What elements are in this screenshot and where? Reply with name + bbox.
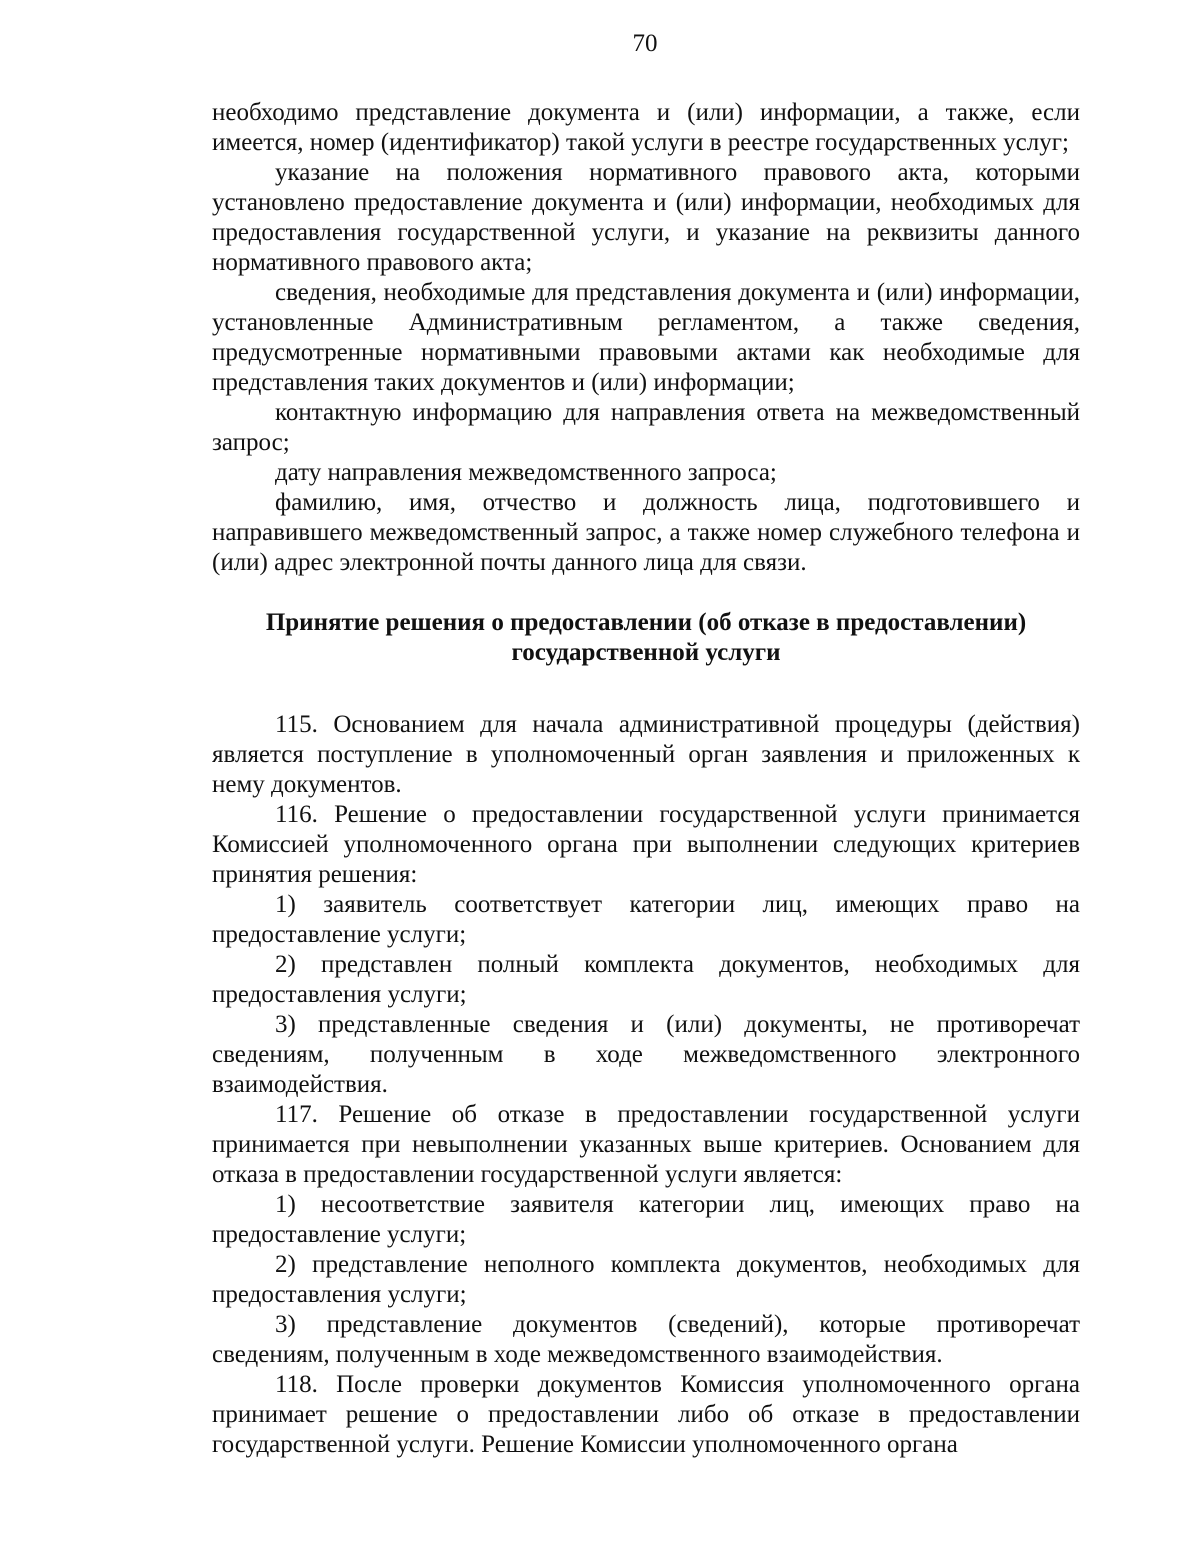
paragraph: дату направления межведомственного запроса; [275, 459, 777, 486]
list-item: 1) несоответствие заявителя категории лиц, имеющих право на предоставление услуги; [212, 1191, 1080, 1248]
spacer [212, 668, 1080, 710]
clause-118: 118. После проверки документов Комиссия уполномоченного органа принимает решение о предоставлении либо об отказе в предоставлении государственной услуги. Решение Комиссии уполномоченного органа [212, 1371, 1080, 1458]
page-number: 70 [632, 30, 658, 57]
paragraph: указание на положения нормативного правового акта, которыми установлено предоставление документа и (или) информации, необходимых для предоставления государственной услуги, и указание на реквизиты данного нормативного правового акта; [212, 159, 1080, 276]
clause-115: 115. Основанием для начала административной процедуры (действия) является поступление в уполномоченный орган заявления и приложенных к нему документов. [212, 711, 1080, 798]
clause-117: 117. Решение об отказе в предоставлении государственной услуги принимается при невыполнении указанных выше критериев. Основанием для отказа в предоставлении государственной услуги является: [212, 1101, 1080, 1188]
paragraph: фамилию, имя, отчество и должность лица, подготовившего и направившего межведомственный запрос, а также номер служебного телефона и (или) адрес электронной почты данного лица для связи. [212, 489, 1080, 576]
paragraph-continuation: необходимо представление документа и (или) информации, а также, если имеется, номер (идентификатор) такой услуги в реестре государственных услуг; [212, 99, 1080, 156]
list-item: 2) представлен полный комплекта документов, необходимых для предоставления услуги; [212, 951, 1080, 1008]
spacer [212, 578, 1080, 608]
list-item: 2) представление неполного комплекта документов, необходимых для предоставления услуги; [212, 1251, 1080, 1308]
list-item: 3) представление документов (сведений), которые противоречат сведениям, полученным в ходе межведомственного взаимодействия. [212, 1311, 1080, 1368]
paragraph: контактную информацию для направления ответа на межведомственный запрос; [212, 399, 1080, 456]
document-body [212, 98, 1080, 1460]
section-heading-line-1: Принятие решения о предоставлении (об отказе в предоставлении) [265, 609, 1027, 636]
list-item: 3) представленные сведения и (или) документы, не противоречат сведениям, полученным в ходе межведомственного электронного взаимодействия. [212, 1011, 1080, 1098]
clause-116: 116. Решение о предоставлении государственной услуги принимается Комиссией уполномоченного органа при выполнении следующих критериев принятия решения: [212, 801, 1080, 888]
paragraph: сведения, необходимые для представления документа и (или) информации, установленные Административным регламентом, а также сведения, предусмотренные нормативными правовыми актами как необходимые для представления таких документов и (или) информации; [212, 279, 1080, 396]
list-item: 1) заявитель соответствует категории лиц, имеющих право на предоставление услуги; [212, 891, 1080, 948]
section-heading-line-2: государственной услуги [511, 639, 781, 666]
